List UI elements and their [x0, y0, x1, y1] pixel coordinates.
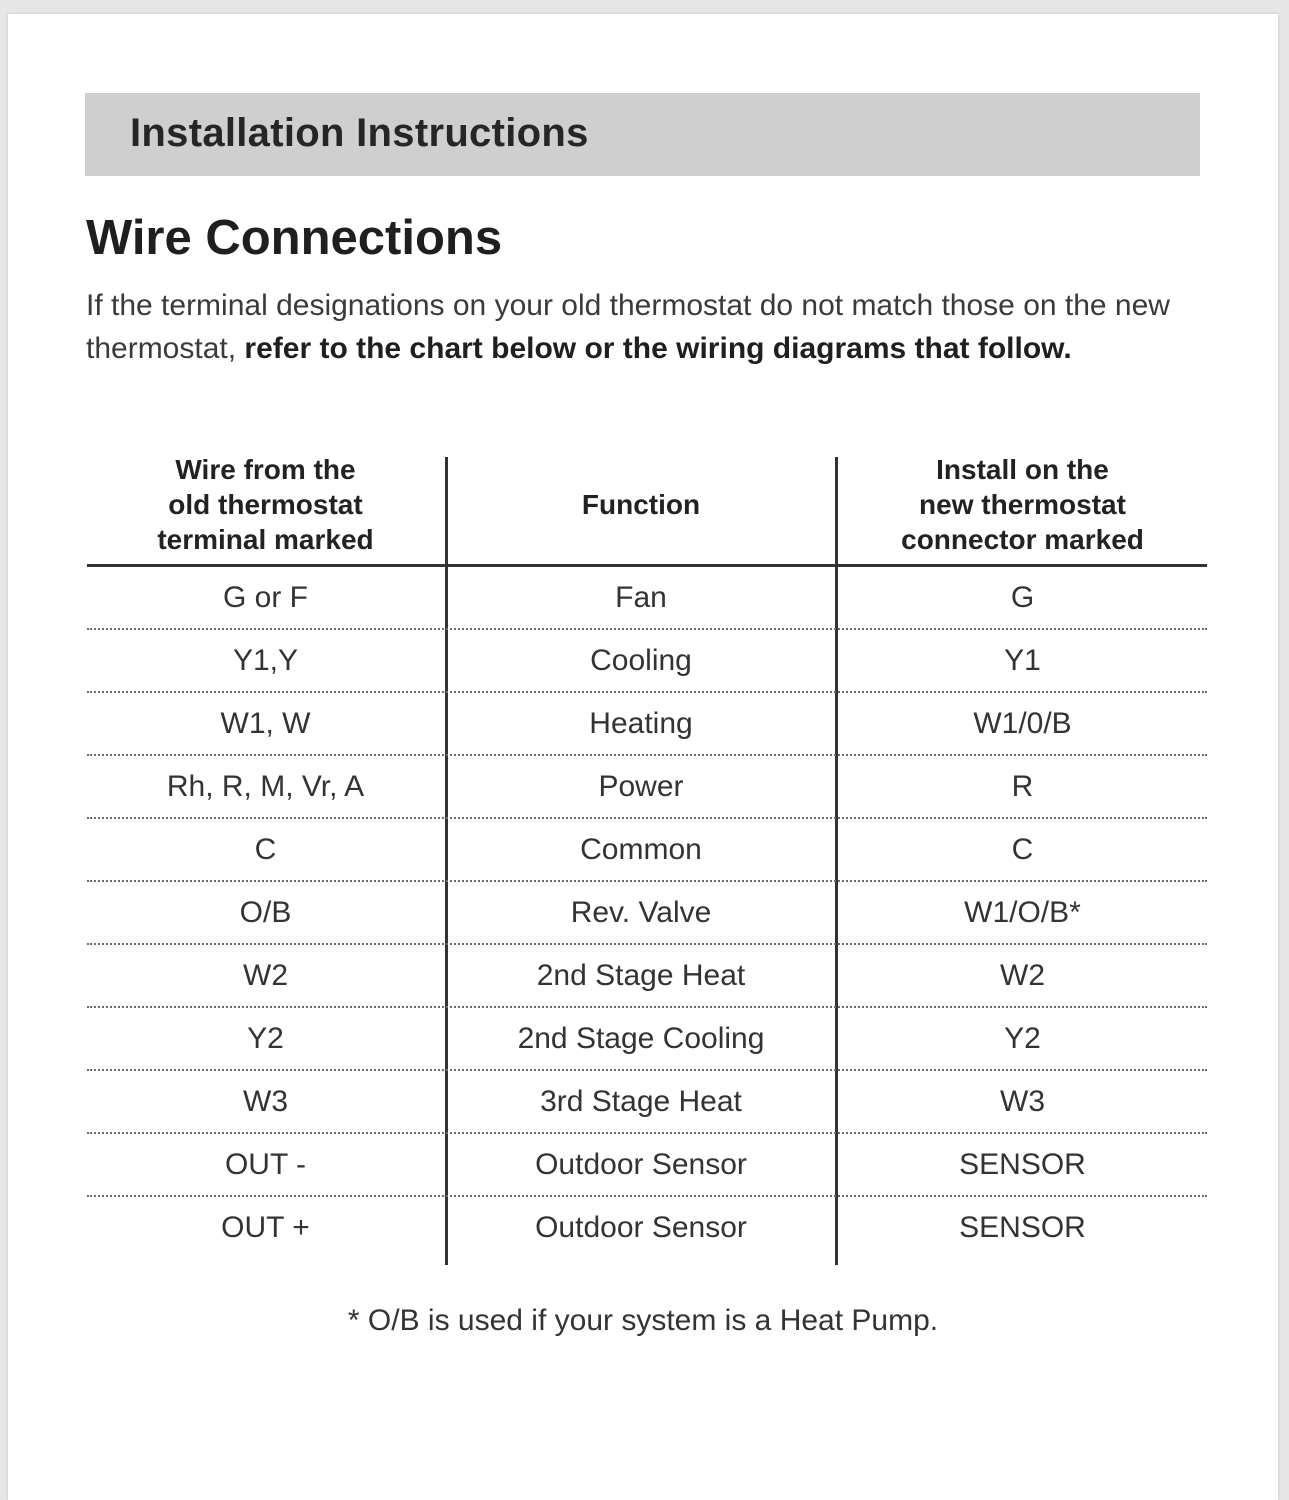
cell-new-connector: Y2 [1004, 1021, 1041, 1055]
cell-old-terminal: Y2 [247, 1021, 284, 1055]
header-new-connector: Install on the new thermostat connector marked [901, 453, 1144, 555]
cell-function: 2nd Stage Cooling [517, 1021, 765, 1055]
intro-text: If the terminal designations on your old thermostat do not match those on the new thermostat, [86, 289, 1170, 365]
cell-function: Outdoor Sensor [535, 1210, 747, 1244]
cell-old-terminal: W2 [243, 958, 288, 992]
cell-new-connector: W1/O/B* [964, 895, 1081, 929]
table-row [87, 1134, 1207, 1197]
cell-function: Rev. Valve [570, 895, 712, 929]
intro-paragraph [86, 284, 1196, 370]
cell-old-terminal: C [254, 832, 277, 866]
cell-old-terminal: O/B [239, 895, 292, 929]
footnote: * O/B is used if your system is a Heat Pump. [347, 1304, 939, 1337]
cell-old-terminal: W1, W [220, 706, 311, 740]
table-row [87, 756, 1207, 819]
header-band [85, 93, 1200, 176]
cell-function: Outdoor Sensor [535, 1147, 747, 1181]
cell-new-connector: SENSOR [959, 1210, 1086, 1244]
table-row [87, 1197, 1207, 1258]
cell-old-terminal: OUT + [221, 1210, 310, 1244]
cell-old-terminal: Rh, R, M, Vr, A [166, 769, 365, 803]
section-title: Wire Connections [86, 211, 503, 265]
table-header [87, 444, 1207, 567]
cell-function: Fan [615, 580, 667, 614]
cell-new-connector: W2 [1000, 958, 1045, 992]
table-row [87, 630, 1207, 693]
cell-old-terminal: Y1,Y [232, 643, 299, 677]
cell-function: Cooling [590, 643, 692, 677]
document-page [8, 14, 1278, 1500]
cell-new-connector: W1/0/B [973, 706, 1072, 740]
wire-connections-table [87, 444, 1207, 1258]
table-row [87, 1071, 1207, 1134]
cell-function: Heating [589, 706, 693, 740]
cell-function: 3rd Stage Heat [540, 1084, 742, 1118]
header-old-terminal: Wire from the old thermostat terminal marked [157, 453, 374, 555]
cell-new-connector: W3 [1000, 1084, 1045, 1118]
cell-new-connector: G [1010, 580, 1035, 614]
table-row [87, 567, 1207, 630]
header-function: Function [581, 488, 701, 520]
cell-new-connector: R [1011, 769, 1034, 803]
table-row [87, 1008, 1207, 1071]
table-row [87, 819, 1207, 882]
cell-old-terminal: G or F [222, 580, 308, 614]
cell-old-terminal: W3 [243, 1084, 288, 1118]
cell-new-connector: C [1011, 832, 1034, 866]
cell-function: 2nd Stage Heat [536, 958, 746, 992]
cell-old-terminal: OUT - [224, 1147, 307, 1181]
table-body [87, 567, 1207, 1258]
table-row [87, 945, 1207, 1008]
table-row [87, 693, 1207, 756]
cell-function: Power [598, 769, 684, 803]
cell-new-connector: Y1 [1004, 643, 1041, 677]
intro-bold-text: refer to the chart below or the wiring diagrams that follow. [244, 332, 1072, 365]
cell-new-connector: SENSOR [959, 1147, 1086, 1181]
cell-function: Common [580, 832, 702, 866]
header-title: Installation Instructions [130, 111, 589, 155]
table-row [87, 882, 1207, 945]
